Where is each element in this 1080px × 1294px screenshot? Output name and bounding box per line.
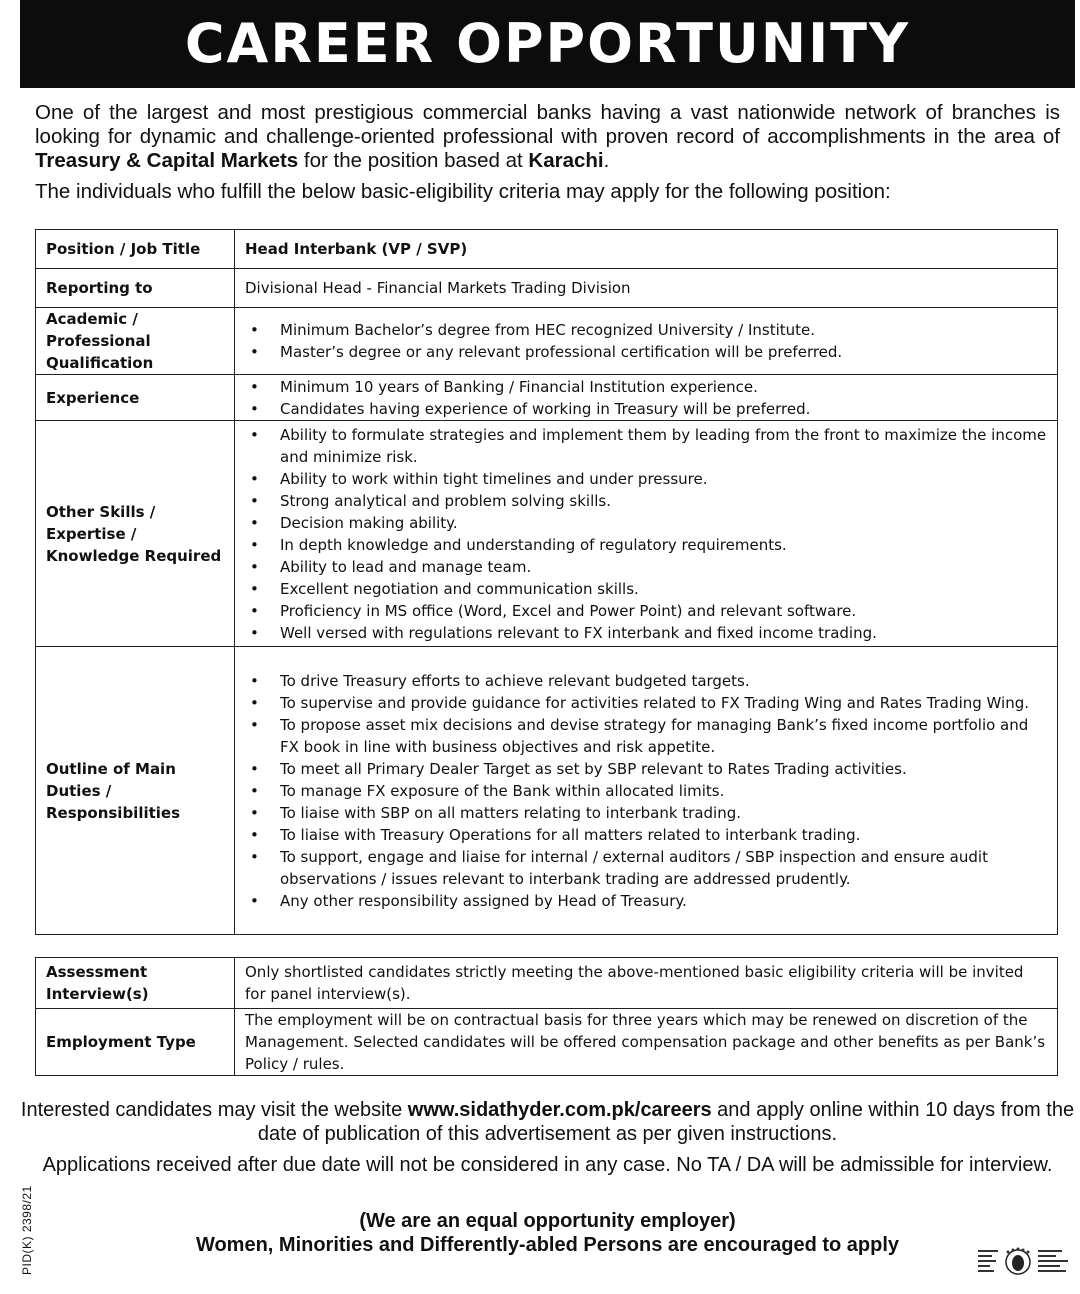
list-item: • To meet all Primary Dealer Target as set by SBP relevant to Rates Trading activities.	[245, 758, 1047, 780]
reporting-label: Reporting to	[36, 269, 235, 308]
skills-label: Other Skills / Expertise / Knowledge Required	[36, 421, 235, 647]
experience-list	[245, 376, 1047, 420]
list-item: • To liaise with Treasury Operations for all matters related to interbank trading.	[245, 824, 1047, 846]
employment-value: The employment will be on contractual basis for three years which may be renewed on discretion of the Management. Selected candidates will be offered compensation package and other benefits as per Bank’s Policy / rules.	[235, 1009, 1058, 1076]
equal-opportunity-line: (We are an equal opportunity employer)	[359, 1210, 736, 1232]
duties-list	[245, 670, 1047, 912]
table-row	[36, 269, 1058, 308]
list-item: • Ability to formulate strategies and implement them by leading from the front to maximize the income and minimize risk.	[245, 424, 1047, 468]
position-label: Position / Job Title	[36, 230, 235, 269]
header-banner	[20, 0, 1075, 88]
table-row	[36, 421, 1058, 647]
list-item: • Excellent negotiation and communication skills.	[245, 578, 1047, 600]
skills-list	[245, 424, 1047, 644]
list-item: • Any other responsibility assigned by Head of Treasury.	[245, 890, 1047, 912]
eligibility-note: The individuals who fulfill the below basic-eligibility criteria may apply for the following position:	[35, 180, 891, 203]
list-item: • To support, engage and liaise for internal / external auditors / SBP inspection and ensure audit observations / issues relevant to interbank trading are addressed prudently.	[245, 846, 1047, 890]
pid-code: PID(K) 2398/21	[20, 1185, 34, 1275]
equal-opportunity	[20, 1209, 1075, 1257]
list-item: • To supervise and provide guidance for activities related to FX Trading Wing and Rates Trading Wing.	[245, 692, 1047, 714]
list-item: • In depth knowledge and understanding of regulatory requirements.	[245, 534, 1047, 556]
list-item: • Ability to work within tight timelines and under pressure.	[245, 468, 1047, 490]
list-item: • Strong analytical and problem solving skills.	[245, 490, 1047, 512]
table-row	[36, 958, 1058, 1009]
list-item: • Well versed with regulations relevant to FX interbank and fixed income trading.	[245, 622, 1047, 644]
apply-text: Interested candidates may visit the website	[20, 1099, 408, 1121]
assessment-table	[35, 957, 1058, 1076]
experience-value	[235, 375, 1058, 421]
careers-link[interactable]: www.sidathyder.com.pk/careers	[407, 1099, 712, 1121]
duties-value	[235, 647, 1058, 935]
duties-label: Outline of Main Duties / Responsibilities	[36, 647, 235, 935]
list-item: • Proficiency in MS office (Word, Excel and Power Point) and relevant software.	[245, 600, 1047, 622]
list-item: • To manage FX exposure of the Bank within allocated limits.	[245, 780, 1047, 802]
due-date-note: Applications received after due date will not be considered in any case. No TA / DA will be admissible for interview.	[42, 1154, 1053, 1176]
employment-label: Employment Type	[36, 1009, 235, 1076]
encourage-line: Women, Minorities and Differently-abled Persons are encouraged to apply	[195, 1234, 900, 1256]
table-row	[36, 647, 1058, 935]
table-row	[36, 308, 1058, 375]
list-item: • Master’s degree or any relevant professional certification will be preferred.	[245, 341, 1047, 363]
experience-label: Experience	[36, 375, 235, 421]
job-details-table	[35, 229, 1058, 935]
academic-value	[235, 308, 1058, 375]
list-item: • Minimum 10 years of Banking / Financial Institution experience.	[245, 376, 1047, 398]
page-title: CAREER OPPORTUNITY	[184, 12, 911, 75]
apply-text-2: and apply online within 10 days from the date of publication of this advertisement as per given instructions.	[257, 1099, 1075, 1145]
academic-label: Academic / Professional Qualification	[36, 308, 235, 375]
table-row	[36, 1009, 1058, 1076]
reporting-value: Divisional Head - Financial Markets Trading Division	[235, 269, 1058, 308]
list-item: • To propose asset mix decisions and devise strategy for managing Bank’s fixed income portfolio and FX book in line with business objectives and risk appetite.	[245, 714, 1047, 758]
apply-instructions	[20, 1098, 1075, 1146]
intro-area: Treasury & Capital Markets	[35, 149, 299, 172]
list-item: • Candidates having experience of working in Treasury will be preferred.	[245, 398, 1047, 420]
table-row	[36, 230, 1058, 269]
table-row	[36, 375, 1058, 421]
assessment-label: Assessment Interview(s)	[36, 958, 235, 1009]
list-item: • Decision making ability.	[245, 512, 1047, 534]
logo-icon	[976, 1246, 1074, 1276]
intro-paragraph	[35, 101, 1060, 173]
academic-list	[245, 319, 1047, 363]
list-item: • To liaise with SBP on all matters relating to interbank trading.	[245, 802, 1047, 824]
intro-text-2: for the position based at	[298, 149, 529, 172]
list-item: • Minimum Bachelor’s degree from HEC recognized University / Institute.	[245, 319, 1047, 341]
position-value: Head Interbank (VP / SVP)	[235, 230, 1058, 269]
list-item: • To drive Treasury efforts to achieve relevant budgeted targets.	[245, 670, 1047, 692]
intro-city: Karachi	[528, 149, 604, 172]
intro-end: .	[603, 149, 610, 172]
list-item: • Ability to lead and manage team.	[245, 556, 1047, 578]
assessment-value: Only shortlisted candidates strictly meeting the above-mentioned basic eligibility criteria will be invited for panel interview(s).	[235, 958, 1058, 1009]
skills-value	[235, 421, 1058, 647]
intro-text: One of the largest and most prestigious commercial banks having a vast nationwide network of branches is looking for dynamic and challenge-oriented professional with proven record of accomplishments in the area of	[35, 101, 1060, 148]
